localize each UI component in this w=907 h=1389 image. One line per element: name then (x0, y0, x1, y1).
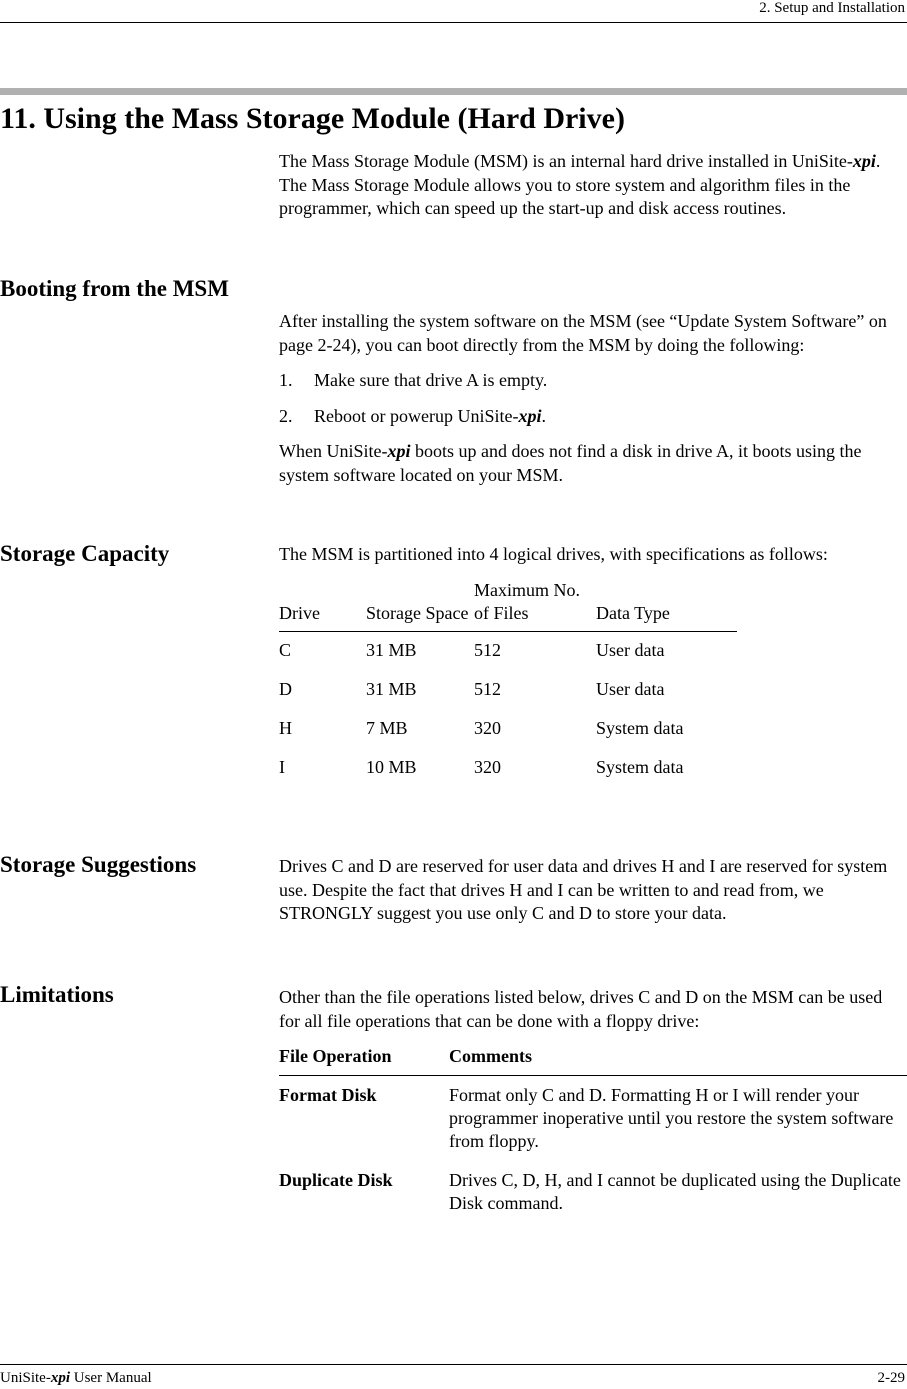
text: . The Mass Storage Module allows you to store system and algorithm files in the programmer, which can speed up the start-up and disk access routines. (279, 151, 881, 218)
limitations-paragraph: Other than the file operations listed below, drives C and D on the MSM can be used for all file operations that can be done with a floppy drive: (279, 987, 883, 1031)
column-header: Data Type (596, 579, 737, 632)
cell: User data (596, 679, 665, 700)
list-text: Reboot or powerup UniSite- (314, 405, 519, 426)
list-item (279, 369, 905, 393)
table-header (279, 579, 737, 632)
cell: 320 (474, 757, 501, 778)
text: User Manual (70, 1370, 152, 1386)
booting-after (279, 440, 905, 487)
cell: 512 (474, 640, 501, 661)
cell: User data (596, 640, 665, 661)
heading-limitations: Limitations (0, 982, 114, 1007)
cell: 31 MB (366, 640, 417, 661)
column-header: Drive (279, 579, 366, 632)
text: When UniSite- (279, 441, 388, 461)
column-header: Storage Space (366, 579, 474, 632)
cell: System data (596, 757, 684, 778)
cell: Duplicate Disk (279, 1169, 393, 1190)
limitations-section (279, 986, 905, 1215)
product-emphasis: xpi (518, 405, 542, 426)
cell: 7 MB (366, 718, 408, 739)
product-emphasis: xpi (387, 441, 411, 461)
cell: D (279, 679, 292, 700)
page-number: 2-29 (877, 1370, 905, 1386)
drive-table (279, 579, 737, 788)
cell: 512 (474, 679, 501, 700)
table-header (279, 1045, 907, 1075)
text: . (541, 405, 546, 426)
column-header: Comments (449, 1045, 907, 1075)
cell: 31 MB (366, 679, 417, 700)
table-row (279, 710, 737, 749)
table-row (279, 749, 737, 788)
booting-section (279, 310, 905, 499)
text: UniSite- (0, 1370, 51, 1386)
capacity-section (279, 543, 905, 788)
cell: System data (596, 718, 684, 739)
table-row (279, 631, 737, 671)
text: The Mass Storage Module (MSM) is an internal hard drive installed in UniSite- (279, 151, 853, 171)
file-operations-table (279, 1045, 907, 1215)
text: boots up and does not find a disk in drive A, it boots using the system software located on your MSM. (279, 441, 862, 485)
product-emphasis: xpi (50, 1370, 71, 1386)
cell: H (279, 718, 292, 739)
suggestions-paragraph: Drives C and D are reserved for user data and drives H and I are reserved for system use. Despite the fact that drives H and I can be written to and read from, we STRONGLY suggest you use only C and D to store your data. (279, 856, 888, 923)
booting-paragraph: After installing the system software on the MSM (see “Update System Software” on page 2-24), you can boot directly from the MSM by doing the following: (279, 311, 887, 355)
list-item (279, 405, 905, 429)
cell: Drives C, D, H, and I cannot be duplicated using the Duplicate Disk command. (449, 1169, 901, 1213)
list-text: Make sure that drive A is empty. (314, 370, 548, 390)
capacity-paragraph: The MSM is partitioned into 4 logical drives, with specifications as follows: (279, 544, 828, 564)
product-emphasis: xpi (852, 151, 876, 171)
list-number: 1. (279, 370, 293, 390)
cell: Format only C and D. Formatting H or I will render your programmer inoperative until you restore the system software from floppy. (449, 1084, 894, 1151)
table-row (279, 1075, 907, 1153)
header-rule (0, 22, 907, 23)
column-header: Maximum No. of Files (474, 579, 596, 632)
cell: I (279, 757, 285, 778)
running-header: 2. Setup and Installation (759, 0, 905, 16)
footer-manual-title (0, 1370, 152, 1387)
section-bar (0, 88, 907, 95)
column-header: File Operation (279, 1045, 449, 1075)
cell: Format Disk (279, 1084, 377, 1105)
heading-capacity: Storage Capacity (0, 541, 170, 566)
heading-booting: Booting from the MSM (0, 276, 229, 301)
page-title: 11. Using the Mass Storage Module (Hard Drive) (0, 102, 625, 135)
cell: C (279, 640, 292, 661)
footer-rule (0, 1364, 907, 1365)
list-number: 2. (279, 405, 293, 426)
table-row (279, 671, 737, 710)
intro-paragraph (279, 150, 905, 221)
heading-suggestions: Storage Suggestions (0, 852, 197, 877)
cell: 10 MB (366, 757, 417, 778)
cell: 320 (474, 718, 501, 739)
table-row (279, 1153, 907, 1215)
